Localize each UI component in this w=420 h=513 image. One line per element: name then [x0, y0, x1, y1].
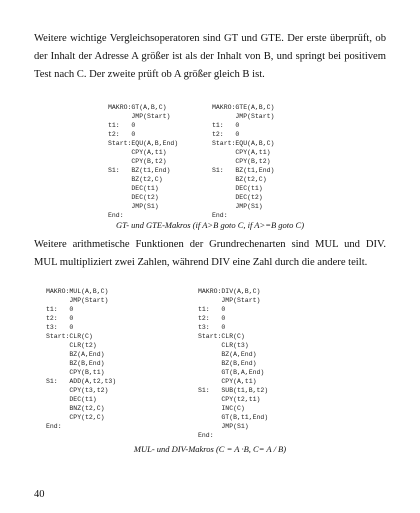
code-line: t3: 0: [46, 324, 74, 331]
code-line: Start:EQU(A,B,C): [212, 140, 275, 147]
figure-caption-gt-gte: GT- und GTE-Makros (if A>B goto C, if A>=B goto C): [115, 220, 305, 230]
figure-caption-mul-div: MUL- und DIV-Makros (C = A ·B, C= A / B): [133, 444, 287, 454]
code-line: S1: SUB(t1,B,t2): [198, 387, 269, 394]
code-line: GT(B,A,End): [198, 369, 265, 376]
code-line: t1: 0: [46, 306, 74, 313]
code-line: t2: 0: [108, 131, 136, 138]
code-line: t2: 0: [198, 315, 226, 322]
code-line: Start:EQU(A,B,End): [108, 140, 179, 147]
code-line: t2: 0: [212, 131, 240, 138]
paragraph-text: Weitere arithmetische Funktionen der Grundrechenarten sind MUL und DIV. MUL multipliziert zwei Zahlen, während DIV eine Zahl durch die andere teilt.: [34, 239, 386, 268]
code-listing-mul: [46, 287, 116, 431]
code-line: BZ(t2,C): [108, 176, 163, 183]
code-line: CPY(A,t1): [212, 149, 271, 156]
code-line: CPY(A,t1): [198, 378, 257, 385]
code-line: CPY(B,t2): [108, 158, 167, 165]
code-line: MAKRO:GTE(A,B,C): [212, 104, 275, 111]
code-listing-gt: [108, 103, 178, 220]
code-line: BZ(A,End): [46, 351, 105, 358]
code-line: MAKRO:DIV(A,B,C): [198, 288, 261, 295]
code-line: Start:CLR(C): [198, 333, 245, 340]
code-line: S1: BZ(t1,End): [108, 167, 171, 174]
code-line: t1: 0: [108, 122, 136, 129]
code-line: Start:CLR(C): [46, 333, 93, 340]
code-line: JMP(Start): [108, 113, 171, 120]
code-line: DEC(t2): [108, 194, 159, 201]
code-listing-gte: [212, 103, 274, 220]
code-line: End:: [46, 423, 62, 430]
code-line: BZ(B,End): [198, 360, 257, 367]
code-line: S1: BZ(t1,End): [212, 167, 275, 174]
code-line: CPY(B,t1): [46, 369, 105, 376]
code-line: CLR(t3): [198, 342, 249, 349]
code-line: CPY(B,t2): [212, 158, 271, 165]
code-line: CPY(t3,t2): [46, 387, 109, 394]
code-line: t2: 0: [46, 315, 74, 322]
code-line: S1: ADD(A,t2,t3): [46, 378, 117, 385]
code-line: DEC(t2): [212, 194, 263, 201]
code-line: t1: 0: [212, 122, 240, 129]
code-line: DEC(t1): [46, 396, 97, 403]
code-line: End:: [108, 212, 124, 219]
code-line: JMP(S1): [212, 203, 263, 210]
paragraph-comparison-operators: [34, 30, 386, 84]
code-line: t3: 0: [198, 324, 226, 331]
code-line: CLR(t2): [46, 342, 97, 349]
code-line: JMP(Start): [198, 297, 261, 304]
code-line: BZ(A,End): [198, 351, 257, 358]
code-line: JMP(S1): [108, 203, 159, 210]
code-line: CPY(t2,C): [46, 414, 105, 421]
code-line: BZ(t2,C): [212, 176, 267, 183]
code-line: CPY(A,t1): [108, 149, 167, 156]
code-line: DEC(t1): [212, 185, 263, 192]
paragraph-text: Weitere wichtige Vergleichsoperatoren sind GT und GTE. Der erste überprüft, ob der Inhalt der Adresse A größer ist als der Inhalt von B, und springt bei positivem Test nach C. Der zweite prüft ob A größer gleich B ist.: [34, 33, 386, 80]
code-line: JMP(Start): [212, 113, 275, 120]
code-line: INC(C): [198, 405, 245, 412]
code-listing-div: [198, 287, 268, 440]
code-line: JMP(S1): [198, 423, 249, 430]
paragraph-arithmetic: [34, 236, 386, 272]
code-line: GT(B,t1,End): [198, 414, 269, 421]
code-line: DEC(t1): [108, 185, 159, 192]
code-line: CPY(t2,t1): [198, 396, 261, 403]
code-line: MAKRO:MUL(A,B,C): [46, 288, 109, 295]
code-line: BNZ(t2,C): [46, 405, 105, 412]
page-number: 40: [34, 489, 45, 500]
code-line: BZ(B,End): [46, 360, 105, 367]
code-line: End:: [198, 432, 214, 439]
code-line: t1: 0: [198, 306, 226, 313]
code-line: MAKRO:GT(A,B,C): [108, 104, 167, 111]
code-line: JMP(Start): [46, 297, 109, 304]
code-line: End:: [212, 212, 228, 219]
